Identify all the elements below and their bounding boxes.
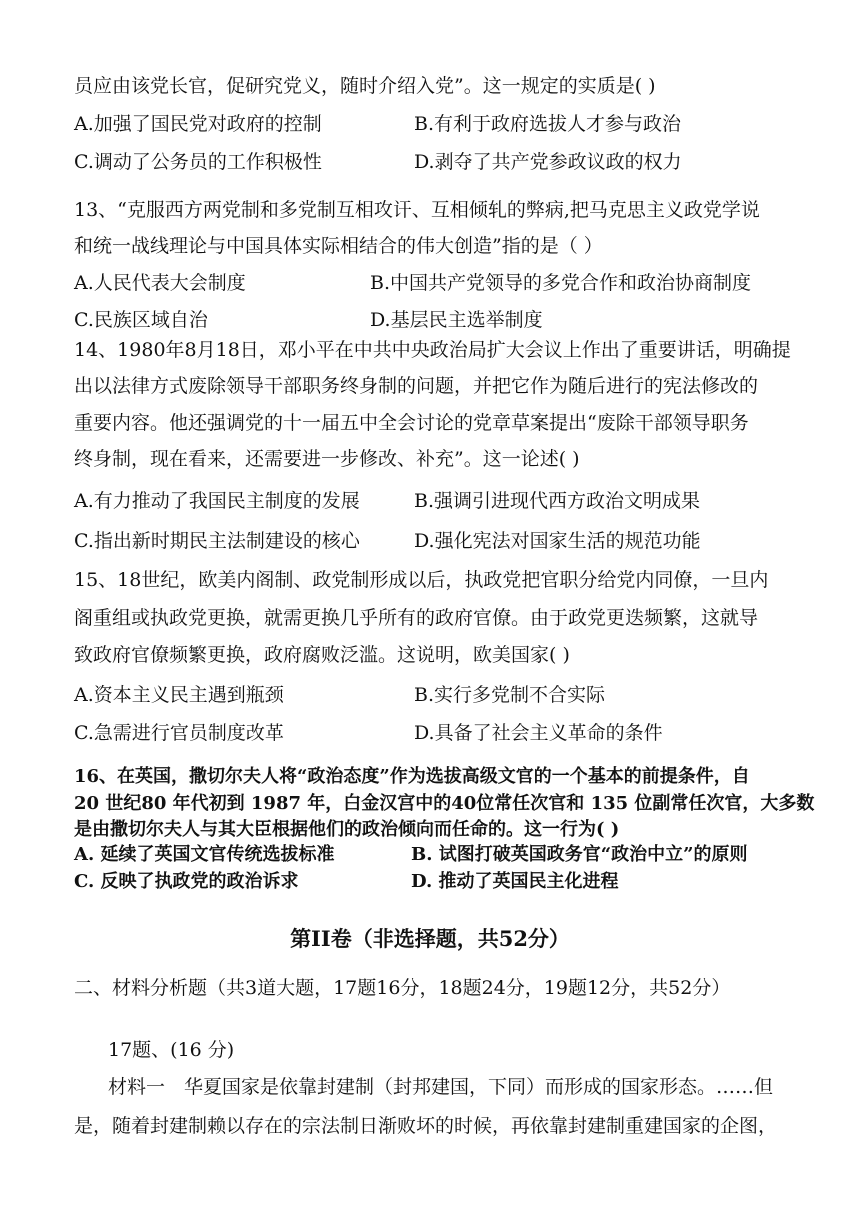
q14-line: 终身制，现在看来，还需要进一步修改、补充”。这一论述( ) <box>74 448 580 470</box>
q12-option-b: B.有利于政府选拔人才参与政治 <box>414 113 682 135</box>
q13-option-b: B.中国共产党领导的多党合作和政治协商制度 <box>370 272 752 294</box>
q14-option-d: D.强化宪法对国家生活的规范功能 <box>414 530 701 552</box>
q16-line: 是由撒切尔夫人与其大臣根据他们的政治倾向而任命的。这一行为( ) <box>74 819 620 840</box>
q12-option-c: C.调动了公务员的工作积极性 <box>74 151 322 173</box>
q12-option-a: A.加强了国民党对政府的控制 <box>74 113 322 135</box>
q16-line: 16、在英国，撒切尔夫人将“政治态度”作为选拔高级文官的一个基本的前提条件，自 <box>74 766 750 787</box>
q15-option-c: C.急需进行官员制度改革 <box>74 722 284 744</box>
q17-label: 17题、(16 分) <box>108 1039 235 1061</box>
q15-option-d: D.具备了社会主义革命的条件 <box>414 722 663 744</box>
q14-line: 重要内容。他还强调党的十一届五中全会讨论的党章草案提出“废除干部领导职务 <box>74 412 749 434</box>
material-line: 材料一 华夏国家是依靠封建制（封邦建国，下同）而形成的国家形态。……但 <box>108 1076 774 1098</box>
q15-line: 致政府官僚频繁更换，政府腐败泛滥。这说明，欧美国家( ) <box>74 644 570 666</box>
q16-option-d: D. 推动了英国民主化进程 <box>411 871 619 892</box>
q14-line: 出以法律方式废除领导干部职务终身制的问题，并把它作为随后进行的宪法修改的 <box>74 375 759 397</box>
part2-title: 第II卷（非选择题，共52分） <box>290 926 570 951</box>
q14-option-b: B.强调引进现代西方政治文明成果 <box>414 490 701 512</box>
q13-line: 13、“克服西方两党制和多党制互相攻讦、互相倾轧的弊病,把马克思主义政党学说 <box>74 199 760 221</box>
q15-line: 阁重组或执政党更换，就需更换几乎所有的政府官僚。由于政党更迭频繁，这就导 <box>74 607 759 629</box>
q13-line: 和统一战线理论与中国具体实际相结合的伟大创造”指的是（ ） <box>74 235 603 257</box>
q15-line: 15、18世纪，欧美内阁制、政党制形成以后，执政党把官职分给党内同僚，一旦内 <box>74 569 769 591</box>
q16-option-c: C. 反映了执政党的政治诉求 <box>74 871 299 892</box>
part2-heading: 二、材料分析题（共3道大题，17题16分，18题24分，19题12分，共52分） <box>74 977 731 999</box>
q16-line: 20 世纪80 年代初到 1987 年，白金汉宫中的40位常任次官和 135 位副常任次官，大多数 <box>74 793 815 814</box>
q15-option-a: A.资本主义民主遇到瓶颈 <box>74 684 284 706</box>
q14-line: 14、1980年8月18日，邓小平在中共中央政治局扩大会议上作出了重要讲话，明确提 <box>74 339 791 361</box>
material-line: 是，随着封建制赖以存在的宗法制日渐败坏的时候，再依靠封建制重建国家的企图， <box>74 1115 778 1137</box>
q12-option-d: D.剥夺了共产党参政议政的权力 <box>414 151 682 173</box>
q12-line: 员应由该党长官，促研究党义，随时介绍入党”。这一规定的实质是( ) <box>74 75 656 97</box>
q15-option-b: B.实行多党制不合实际 <box>414 684 606 706</box>
q14-option-a: A.有力推动了我国民主制度的发展 <box>74 490 360 512</box>
q16-option-a: A. 延续了英国文官传统选拔标准 <box>74 844 335 865</box>
q13-option-d: D.基层民主选举制度 <box>370 309 543 331</box>
q13-option-a: A.人民代表大会制度 <box>74 272 246 294</box>
q16-option-b: B. 试图打破英国政务官“政治中立”的原则 <box>411 844 748 865</box>
q14-option-c: C.指出新时期民主法制建设的核心 <box>74 530 360 552</box>
q13-option-c: C.民族区域自治 <box>74 309 208 331</box>
